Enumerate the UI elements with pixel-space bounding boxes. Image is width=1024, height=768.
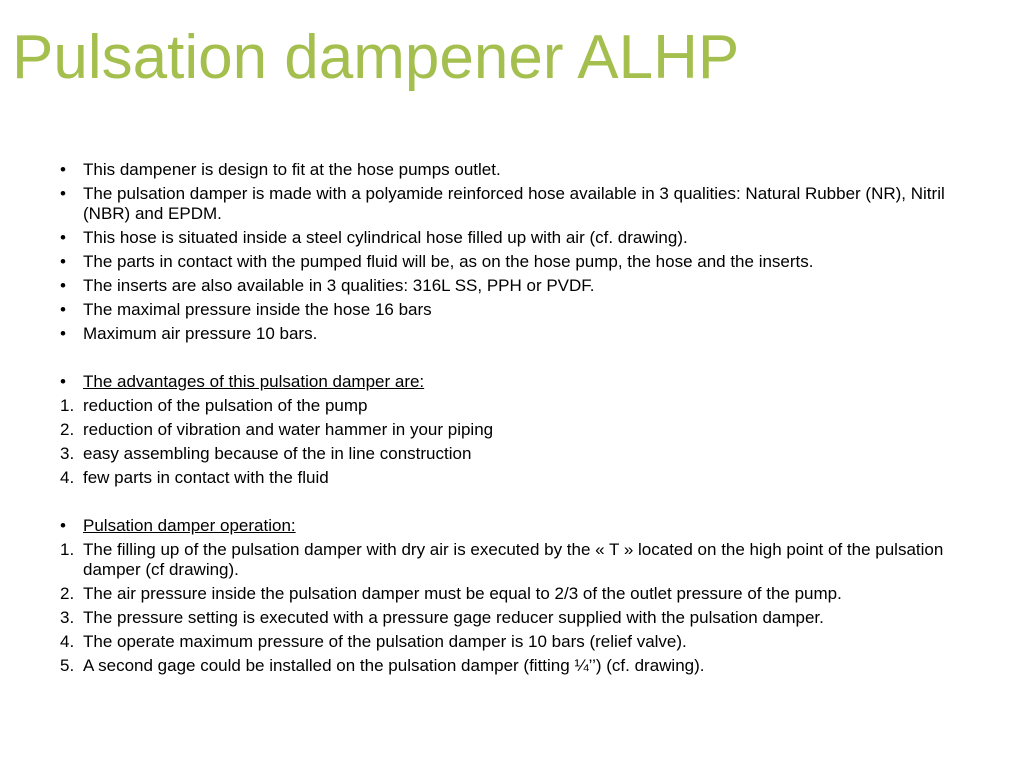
slide-title: Pulsation dampener ALHP [12,23,740,92]
bullet-text: The parts in contact with the pumped fluid will be, as on the hose pump, the hose and the inserts. [83,252,814,271]
bullet-text: This dampener is design to fit at the hose pumps outlet. [83,160,501,179]
slide-body [58,160,988,680]
number-marker: 3. [60,444,75,463]
operation-text: The air pressure inside the pulsation damper must be equal to 2/3 of the outlet pressure of the pump. [83,584,842,603]
operation-heading-text: Pulsation damper operation: [83,516,296,535]
bullet-text: Maximum air pressure 10 bars. [83,324,318,343]
operation-item [58,632,988,652]
operation-text: The filling up of the pulsation damper with dry air is executed by the « T » located on the high point of the pulsation damper (cf drawing). [83,540,944,579]
intro-bullet [58,184,988,224]
advantage-item [58,420,988,440]
bullet-marker: • [60,184,66,203]
operation-item [58,540,988,580]
advantages-heading [58,372,988,392]
number-marker: 2. [60,420,75,439]
operation-heading [58,516,988,536]
operation-item [58,608,988,628]
intro-bullet [58,276,988,296]
bullet-marker: • [60,252,66,271]
number-marker: 5. [60,656,75,675]
advantage-text: few parts in contact with the fluid [83,468,329,487]
bullet-text: The maximal pressure inside the hose 16 bars [83,300,432,319]
bullet-marker: • [60,516,66,535]
number-marker: 3. [60,608,75,627]
bullet-marker: • [60,160,66,179]
bullet-marker: • [60,324,66,343]
advantage-text: easy assembling because of the in line construction [83,444,472,463]
advantage-text: reduction of the pulsation of the pump [83,396,368,415]
spacer [58,492,988,516]
intro-bullet [58,228,988,248]
intro-bullet [58,300,988,320]
advantage-item [58,396,988,416]
bullet-text: The inserts are also available in 3 qualities: 316L SS, PPH or PVDF. [83,276,595,295]
number-marker: 2. [60,584,75,603]
bullet-text: The pulsation damper is made with a polyamide reinforced hose available in 3 qualities: Natural Rubber (NR), Nitril (NBR) and EPDM. [83,184,945,223]
advantage-text: reduction of vibration and water hammer in your piping [83,420,494,439]
bullet-marker: • [60,276,66,295]
advantage-item [58,468,988,488]
number-marker: 4. [60,468,75,487]
intro-bullet [58,252,988,272]
number-marker: 1. [60,396,75,415]
spacer [58,348,988,372]
bullet-marker: • [60,300,66,319]
intro-bullet [58,160,988,180]
operation-text: A second gage could be installed on the pulsation damper (fitting ¼’’) (cf. drawing). [83,656,705,675]
intro-bullet [58,324,988,344]
number-marker: 1. [60,540,75,559]
operation-item [58,656,988,676]
advantage-item [58,444,988,464]
bullet-marker: • [60,228,66,247]
number-marker: 4. [60,632,75,651]
operation-text: The operate maximum pressure of the pulsation damper is 10 bars (relief valve). [83,632,687,651]
operation-item [58,584,988,604]
bullet-marker: • [60,372,66,391]
operation-text: The pressure setting is executed with a pressure gage reducer supplied with the pulsation damper. [83,608,824,627]
advantages-heading-text: The advantages of this pulsation damper are: [83,372,425,391]
bullet-text: This hose is situated inside a steel cylindrical hose filled up with air (cf. drawing). [83,228,688,247]
